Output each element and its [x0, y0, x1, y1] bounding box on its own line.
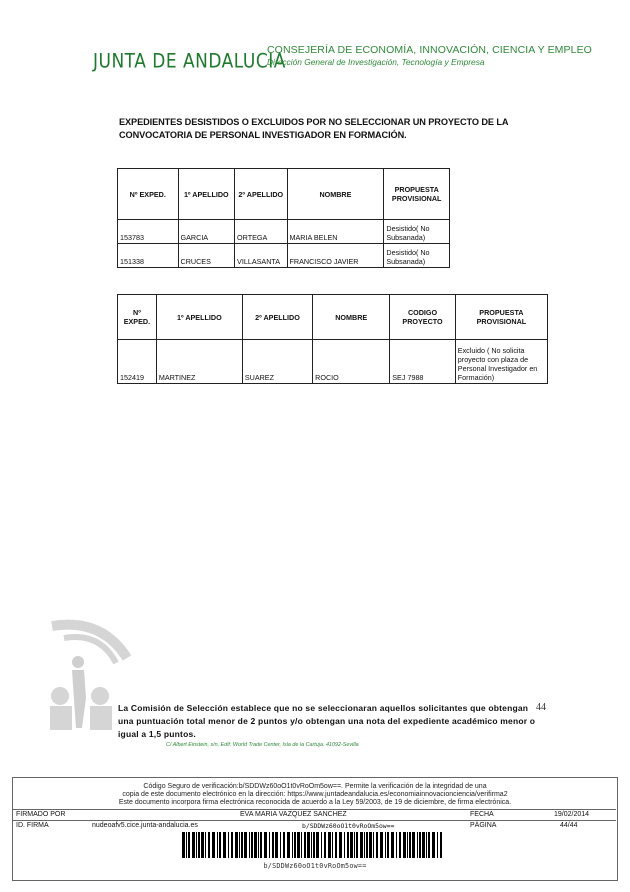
- barcode-bar: [422, 832, 425, 858]
- barcode-bar: [426, 832, 427, 858]
- firmado-row: [12, 809, 616, 820]
- cell: MARIA BELEN: [287, 220, 384, 244]
- col-exped: Nº EXPED.: [118, 295, 157, 340]
- junta-andalucia-logo: JUNTA DE ANDALUCIA: [93, 50, 286, 73]
- cell: SUAREZ: [242, 340, 312, 384]
- barcode-bar: [280, 832, 281, 858]
- barcode-bar: [287, 832, 290, 858]
- barcode-bar: [231, 832, 233, 858]
- col-apellido1: 1º APELLIDO: [178, 169, 235, 220]
- barcode-bar: [223, 832, 226, 858]
- direccion-subheading: Dirección General de Investigación, Tecnología y Empresa: [267, 57, 485, 67]
- barcode-bar: [301, 832, 302, 858]
- barcode-bar: [364, 832, 365, 858]
- cell: SEJ 7988: [390, 340, 456, 384]
- barcode-bar: [339, 832, 342, 858]
- page-number: 44: [536, 702, 546, 713]
- excluidos-table: [117, 294, 548, 384]
- barcode-bar: [324, 832, 326, 858]
- desistidos-table: [117, 168, 450, 268]
- barcode-bar: [244, 832, 247, 858]
- table-row: [118, 220, 450, 244]
- id-label: ID. FIRMA: [16, 822, 49, 829]
- barcode-bar: [376, 832, 378, 858]
- firmado-value: EVA MARIA VAZQUEZ SANCHEZ: [240, 811, 347, 818]
- barcode-bar: [385, 832, 386, 858]
- cell: VILLASANTA: [235, 244, 287, 268]
- barcode-bar: [264, 832, 267, 858]
- barcode-bar: [205, 832, 206, 858]
- barcode-bar: [369, 832, 372, 858]
- barcode-bar: [316, 832, 319, 858]
- col-propuesta: PROPUESTA PROVISIONAL: [384, 169, 450, 220]
- barcode-bar: [344, 832, 345, 858]
- col-nombre: NOMBRE: [287, 169, 384, 220]
- cell: Desistido( No Subsanada): [384, 220, 450, 244]
- barcode-bar: [437, 832, 438, 858]
- barcode-bar: [380, 832, 383, 858]
- barcode-bar: [403, 832, 406, 858]
- col-apellido2: 2º APELLIDO: [235, 169, 287, 220]
- col-nombre: NOMBRE: [313, 295, 390, 340]
- barcode-bar: [212, 832, 215, 858]
- fecha-value: 19/02/2014: [554, 811, 590, 818]
- barcode-bar: [396, 832, 397, 858]
- barcode-bar: [182, 832, 185, 858]
- barcode-bar: [391, 832, 394, 858]
- selection-note: La Comisión de Selección establece que no se seleccionaran aquellos solicitantes que obtengan una puntuación total menor de 2 puntos y/o obtengan una nota del expediente académico menor o igual a 1,5 puntos.: [118, 703, 536, 739]
- barcode-bar: [311, 832, 312, 858]
- document-title: EXPEDIENTES DESISTIDOS O EXCLUIDOS POR NO SELECCIONAR UN PROYECTO DE LA CONVOCATORIA DE PERSONAL INVESTIGADOR EN FORMACIÓN.: [119, 117, 509, 140]
- barcode-bar: [412, 832, 415, 858]
- table-header-row: [118, 295, 548, 340]
- barcode-bar: [241, 832, 243, 858]
- id-row: [12, 820, 616, 831]
- col-apellido2: 2º APELLIDO: [242, 295, 312, 340]
- cell: 151338: [118, 244, 179, 268]
- barcode: [182, 832, 444, 858]
- barcode-bar: [228, 832, 229, 858]
- cell: Desistido( No Subsanada): [384, 244, 450, 268]
- barcode-bar: [254, 832, 257, 858]
- barcode-bar: [328, 832, 331, 858]
- barcode-bar: [235, 832, 238, 858]
- barcode-bar: [192, 832, 195, 858]
- table-header-row: [118, 169, 450, 220]
- verification-line-3: Este documento incorpora firma electrónica reconocida de acuerdo a la Ley 59/2003, de 19 de diciembre, de firma electrónica.: [118, 799, 512, 806]
- address: C/ Albert Einstein, s/n, Edif. World Trade Center, Isla de la Cartuja. 41092-Sevilla: [166, 742, 359, 748]
- fecha-label: FECHA: [470, 811, 494, 818]
- col-exped: Nº EXPED.: [118, 169, 179, 220]
- barcode-bar: [350, 832, 353, 858]
- barcode-bar: [409, 832, 411, 858]
- firmado-label: FIRMADO POR: [16, 811, 66, 818]
- id-code: b/SDDWz60oO1t0vRoOm5ow==: [302, 822, 395, 830]
- barcode-bar: [304, 832, 306, 858]
- barcode-bar: [239, 832, 240, 858]
- barcode-bar: [356, 832, 358, 858]
- barcode-bar: [196, 832, 197, 858]
- cell: CRUCES: [178, 244, 235, 268]
- cell: ROCIO: [313, 340, 390, 384]
- verification-line-1: Código Seguro de verificación:b/SDDWz60oO1t0vRoOm5ow==. Permite la verificación de la integridad de una: [143, 783, 487, 790]
- barcode-bar: [399, 832, 401, 858]
- barcode-bar: [387, 832, 389, 858]
- barcode-bar: [360, 832, 363, 858]
- barcode-bar: [335, 832, 337, 858]
- barcode-bar: [208, 832, 210, 858]
- barcode-bar: [283, 832, 285, 858]
- barcode-bar: [269, 832, 270, 858]
- pagina-label: PÁGINA: [470, 822, 497, 829]
- barcode-bar: [347, 832, 349, 858]
- barcode-bar: [354, 832, 355, 858]
- consejeria-heading: CONSEJERÍA DE ECONOMÍA, INNOVACIÓN, CIENCIA Y EMPLEO: [267, 44, 592, 56]
- barcode-text: b/SDDWz60oO1t0vRoOm5ow==: [263, 862, 367, 870]
- cell: Excluido ( No solicita proyecto con plaza de Personal Investigador en Formación): [455, 340, 547, 384]
- barcode-bar: [432, 832, 435, 858]
- id-value: nudeoafv5.cice.junta-andalucia.es: [92, 822, 198, 829]
- barcode-bar: [321, 832, 322, 858]
- barcode-bar: [373, 832, 374, 858]
- barcode-bar: [297, 832, 300, 858]
- barcode-bar: [428, 832, 430, 858]
- cell: FRANCISCO JAVIER: [287, 244, 384, 268]
- barcode-bar: [219, 832, 221, 858]
- barcode-bar: [366, 832, 368, 858]
- barcode-bar: [292, 832, 293, 858]
- table-row: [118, 340, 548, 384]
- table-row: [118, 244, 450, 268]
- barcode-bar: [260, 832, 262, 858]
- pagina-value: 44/44: [560, 822, 578, 829]
- barcode-bar: [186, 832, 187, 858]
- barcode-bar: [407, 832, 408, 858]
- cell: 152419: [118, 340, 157, 384]
- barcode-bar: [417, 832, 418, 858]
- barcode-bar: [440, 832, 442, 858]
- cell: MARTINEZ: [156, 340, 242, 384]
- col-apellido1: 1º APELLIDO: [156, 295, 242, 340]
- barcode-bar: [258, 832, 259, 858]
- barcode-bar: [251, 832, 253, 858]
- barcode-bar: [307, 832, 310, 858]
- cell: ORTEGA: [235, 220, 287, 244]
- barcode-bar: [419, 832, 421, 858]
- barcode-bar: [188, 832, 190, 858]
- barcode-bar: [201, 832, 204, 858]
- barcode-bar: [332, 832, 333, 858]
- cell: GARCIA: [178, 220, 235, 244]
- barcode-bar: [275, 832, 278, 858]
- barcode-bar: [249, 832, 250, 858]
- cell: 153783: [118, 220, 179, 244]
- barcode-bar: [198, 832, 200, 858]
- col-codigo: CODIGO PROYECTO: [390, 295, 456, 340]
- barcode-bar: [294, 832, 296, 858]
- barcode-bar: [217, 832, 218, 858]
- barcode-bar: [313, 832, 315, 858]
- col-propuesta: PROPUESTA PROVISIONAL: [455, 295, 547, 340]
- barcode-bar: [272, 832, 274, 858]
- verification-text: [0, 783, 630, 807]
- verification-line-2: copia de este documento electrónico en la dirección: https://www.juntadeandalucia.es/economiainnovacionciencia/verifirma2: [122, 791, 508, 798]
